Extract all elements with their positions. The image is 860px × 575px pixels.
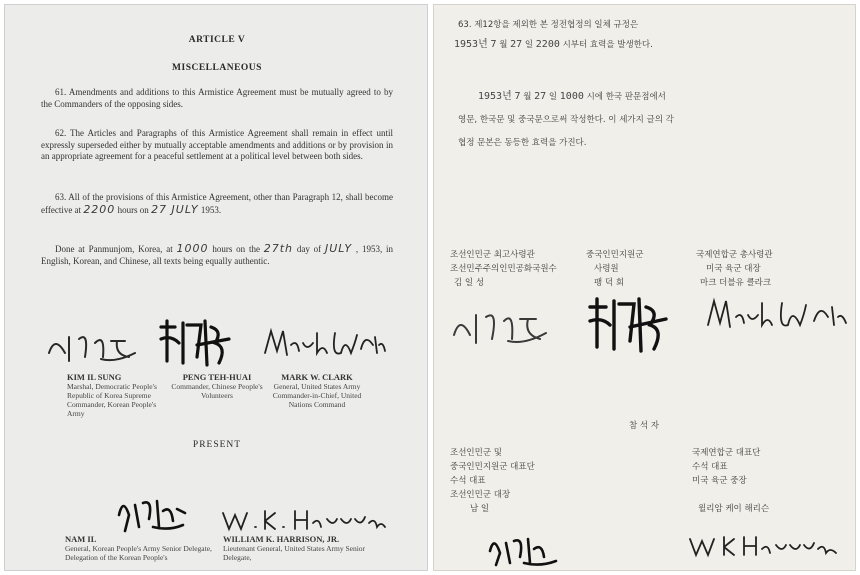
done-at-month: JULY: [324, 242, 353, 255]
ko-delegate-line: 조선인민군 및: [450, 448, 502, 458]
ko-signer-title2: 사령원: [594, 264, 619, 274]
ko-peng-teh-huai-signature: [586, 295, 672, 355]
paragraph-61: 61. Amendments and additions to this Armistice Agreement must be mutually agreed to by the Commanders of the opposing sides.: [41, 87, 393, 109]
signer-name: PENG TEH-HUAI: [182, 372, 252, 382]
signer-name: KIM IL SUNG: [67, 372, 122, 382]
signer-title: Commander, Chinese People's Volunteers: [171, 382, 263, 400]
paragraph-62: 62. The Articles and Paragraphs of this Armistice Agreement shall remain in effect until expressly superseded either by mutually acceptable amendments and additions or by provision in an appropriate agreement for a peaceful settlement at a political level between both sides.: [41, 128, 393, 161]
ko-paragraph-63-line2: [454, 38, 834, 52]
ko-mark-clark-signature: [704, 295, 850, 335]
ko-delegate-line: 미국 육군 중장: [692, 476, 747, 486]
done-at-time: 1000: [176, 242, 209, 255]
ko-delegate-line: 수석 대표: [692, 462, 728, 472]
paragraph-63-year: 1953.: [200, 204, 222, 215]
ko-done-year: 1953년: [478, 91, 512, 102]
ko-kim-il-sung-signature: [450, 301, 550, 349]
ko-delegate-line: 조선인민군 대장: [450, 490, 511, 500]
ko-p63-month: 7: [490, 39, 497, 50]
done-at-paragraph: [41, 243, 393, 267]
ko-done-month: 7: [514, 91, 521, 102]
ko-done-day: 27: [534, 91, 547, 102]
ko-p63-time: 2200: [535, 39, 560, 50]
signer-title: Marshal, Democratic People's Republic of Korea Supreme Commander, Korean People's Army: [67, 382, 157, 418]
ko-signer-name: 김 일 성: [454, 278, 485, 288]
delegate-name: NAM IL: [65, 534, 97, 544]
signer-mark-clark: [267, 372, 367, 409]
ko-delegate-name: 윌리암 케이 해리슨: [698, 504, 770, 514]
ko-delegate-name: 남 일: [470, 504, 490, 514]
paragraph-63: [41, 192, 393, 216]
ko-delegate-harrison: [692, 446, 842, 516]
ko-harrison-signature: [686, 533, 846, 561]
done-at-hours: hours on the: [212, 244, 260, 254]
delegate-name: WILLIAM K. HARRISON, JR.: [223, 534, 340, 544]
delegate-title: General, Korean People's Army Senior Delegate, Delegation of the Korean People's: [65, 544, 212, 562]
ko-delegate-nam-il: [450, 446, 600, 516]
ko-p63-year: 1953년: [454, 39, 488, 50]
ko-p63-day-unit: 일: [524, 40, 534, 50]
ko-signer-clark: [696, 248, 852, 290]
ko-delegate-line: 수석 대표: [450, 476, 486, 486]
ko-signer-name: 팽 덕 회: [594, 278, 625, 288]
ko-paragraph-63-line1: 63. 제12항을 제외한 본 정전협정의 일체 규정은: [458, 20, 639, 30]
ko-signer-title2: 조선민주주의인민공화국원수: [450, 264, 557, 274]
kim-il-sung-signature: [45, 323, 145, 367]
present-heading: PRESENT: [192, 440, 242, 450]
paragraph-63-hours: hours on: [117, 204, 149, 215]
korean-document-page: [433, 4, 856, 571]
mark-clark-signature: [261, 323, 387, 367]
ko-signer-kim: [450, 248, 580, 290]
paragraph-63-date: 27 JULY: [151, 202, 199, 216]
done-at-day: 27th: [263, 242, 294, 255]
ko-signer-title: 조선인민군 최고사령관: [450, 250, 535, 260]
ko-done-month-unit: 월: [523, 92, 532, 102]
delegate-title: Lieutenant General, United States Army Senior Delegate,: [223, 544, 366, 562]
ko-signer-title: 국제연합군 총사령관: [696, 250, 773, 260]
done-at-rest: , 1953, in English, Korean, and Chinese, all texts being equally authentic.: [41, 244, 394, 266]
ko-done-line1: [478, 90, 848, 104]
ko-p63-day: 27: [510, 39, 523, 50]
ko-done-line3: 협정 문본은 동등한 효력을 가진다.: [458, 138, 587, 148]
peng-teh-huai-signature: [157, 317, 235, 369]
done-at-dayof: day of: [296, 244, 322, 254]
nam-il-signature: [113, 491, 193, 535]
english-document-page: [4, 4, 428, 571]
ko-nam-il-signature: [484, 531, 564, 569]
article-heading: ARTICLE V: [188, 35, 246, 45]
paragraph-63-text: 63. All of the provisions of this Armistice Agreement, other than Paragraph 12, shall become effective at: [41, 192, 393, 215]
ko-done-time: 1000: [559, 91, 584, 102]
ko-p63-rest: 시부터 효력을 발생한다.: [562, 40, 653, 50]
done-at-text: Done at Panmunjom, Korea, at: [55, 244, 173, 254]
ko-done-day-unit: 일: [548, 92, 558, 102]
signer-kim-il-sung: [67, 372, 167, 418]
ko-signer-name: 마크 더블유 클라크: [700, 278, 772, 288]
ko-done-line2: 영문, 한국문 및 중국문으로써 작성한다. 이 세가지 글의 각: [458, 115, 674, 125]
section-heading: MISCELLANEOUS: [172, 63, 262, 73]
ko-done-rest: 시에 한국 판문점에서: [586, 92, 666, 102]
signer-title: General, United States Army Commander-in-Chief, United Nations Command: [272, 382, 362, 409]
signer-name: MARK W. CLARK: [281, 372, 353, 382]
ko-present-heading: 참 석 자: [628, 421, 660, 431]
ko-p63-month-unit: 월: [499, 40, 508, 50]
harrison-signature: [219, 505, 389, 535]
paragraph-63-time: 2200: [83, 202, 116, 216]
delegate-nam-il: [65, 534, 215, 562]
ko-delegate-line: 중국인민지원군 대표단: [450, 462, 535, 472]
ko-delegate-line: 국제연합군 대표단: [692, 448, 761, 458]
ko-signer-peng: [586, 248, 696, 290]
ko-signer-title2: 미국 육군 대장: [706, 264, 761, 274]
ko-signer-title: 중국인민지원군: [586, 250, 644, 260]
signer-peng-teh-huai: [167, 372, 267, 400]
delegate-harrison: [223, 534, 383, 562]
